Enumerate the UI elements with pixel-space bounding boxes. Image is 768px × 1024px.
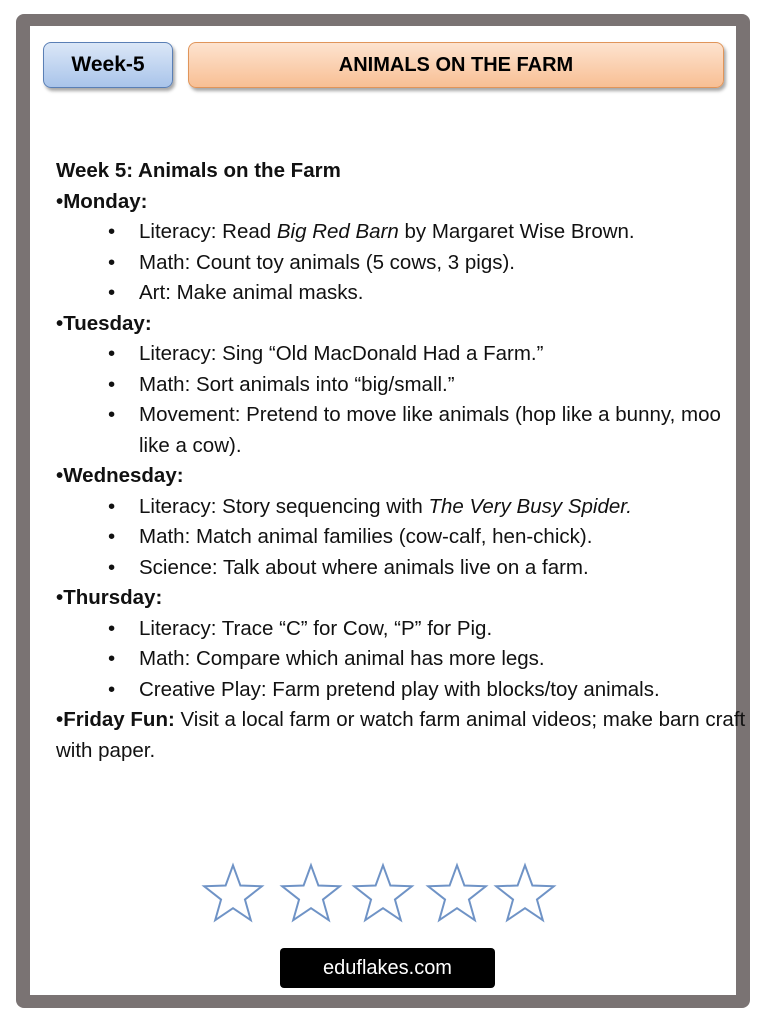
activity-text: Literacy: Trace “C” for Cow, “P” for Pig. (139, 616, 493, 640)
day-title (56, 187, 746, 218)
star-icon[interactable] (278, 860, 344, 926)
activity-list (56, 492, 746, 584)
activity-list (56, 339, 746, 461)
activity-item (56, 217, 746, 248)
day-list (56, 187, 746, 706)
activity-item (56, 522, 746, 553)
day-name: Monday: (63, 189, 148, 213)
activity-text: Math: Sort animals into “big/small.” (139, 372, 455, 396)
star-rating[interactable] (200, 860, 560, 930)
week-label: Week-5 (71, 53, 145, 76)
bullet: • (56, 464, 64, 487)
activity-text: Math: Compare which animal has more legs. (139, 647, 545, 670)
activity-item (56, 675, 746, 706)
site-name: eduflakes.com (323, 956, 452, 979)
activity-list (56, 217, 746, 309)
activity-text: Creative Play: Farm pretend play with blocks/toy animals. (139, 677, 660, 701)
activity-text: Math: Count toy animals (5 cows, 3 pigs). (139, 250, 515, 274)
book-title: Big Red Barn (276, 220, 399, 243)
lesson-plan (56, 156, 746, 766)
activity-item (56, 248, 746, 279)
day-title (56, 309, 746, 340)
activity-item (56, 614, 746, 645)
activity-item (56, 492, 746, 523)
star-icon[interactable] (350, 860, 416, 926)
activity-item (56, 339, 746, 370)
friday-text: Visit a local farm or watch farm animal videos; make barn craft with paper. (56, 708, 746, 762)
star-icon[interactable] (424, 860, 490, 926)
activity-text: Literacy: Story sequencing with (139, 494, 429, 518)
page-title: ANIMALS ON THE FARM (338, 53, 574, 76)
activity-text: Science: Talk about where animals live on a farm. (139, 555, 589, 579)
bullet: • (56, 311, 64, 335)
activity-text: Literacy: Sing “Old MacDonald Had a Farm.” (139, 342, 544, 365)
star-icon[interactable] (492, 860, 558, 926)
activity-item (56, 400, 746, 461)
bullet: • (56, 708, 64, 731)
book-title: The Very Busy Spider. (428, 494, 633, 518)
day-name: Wednesday: (63, 464, 184, 487)
activity-text: Math: Match animal families (cow-calf, hen-chick). (139, 525, 593, 548)
activity-list (56, 614, 746, 706)
star-icon[interactable] (200, 860, 266, 926)
friday-fun (56, 705, 746, 766)
day-title (56, 583, 746, 614)
week-badge (43, 42, 173, 88)
activity-text: Literacy: Read (139, 220, 277, 243)
title-banner (188, 42, 724, 88)
activity-text: by Margaret Wise Brown. (398, 220, 635, 243)
footer-badge (280, 948, 495, 988)
bullet: • (56, 586, 64, 609)
day-name: Thursday: (63, 586, 163, 609)
activity-text: Movement: Pretend to move like animals (hop like a bunny, moo like a cow). (139, 403, 721, 457)
activity-item (56, 644, 746, 675)
day-name: Tuesday: (63, 311, 152, 335)
plan-heading: Week 5: Animals on the Farm (56, 159, 341, 182)
activity-text: Art: Make animal masks. (139, 281, 364, 304)
day-title (56, 461, 746, 492)
activity-item (56, 553, 746, 584)
bullet: • (56, 189, 64, 213)
friday-label: Friday Fun: (63, 708, 175, 731)
activity-item (56, 370, 746, 401)
activity-item (56, 278, 746, 309)
